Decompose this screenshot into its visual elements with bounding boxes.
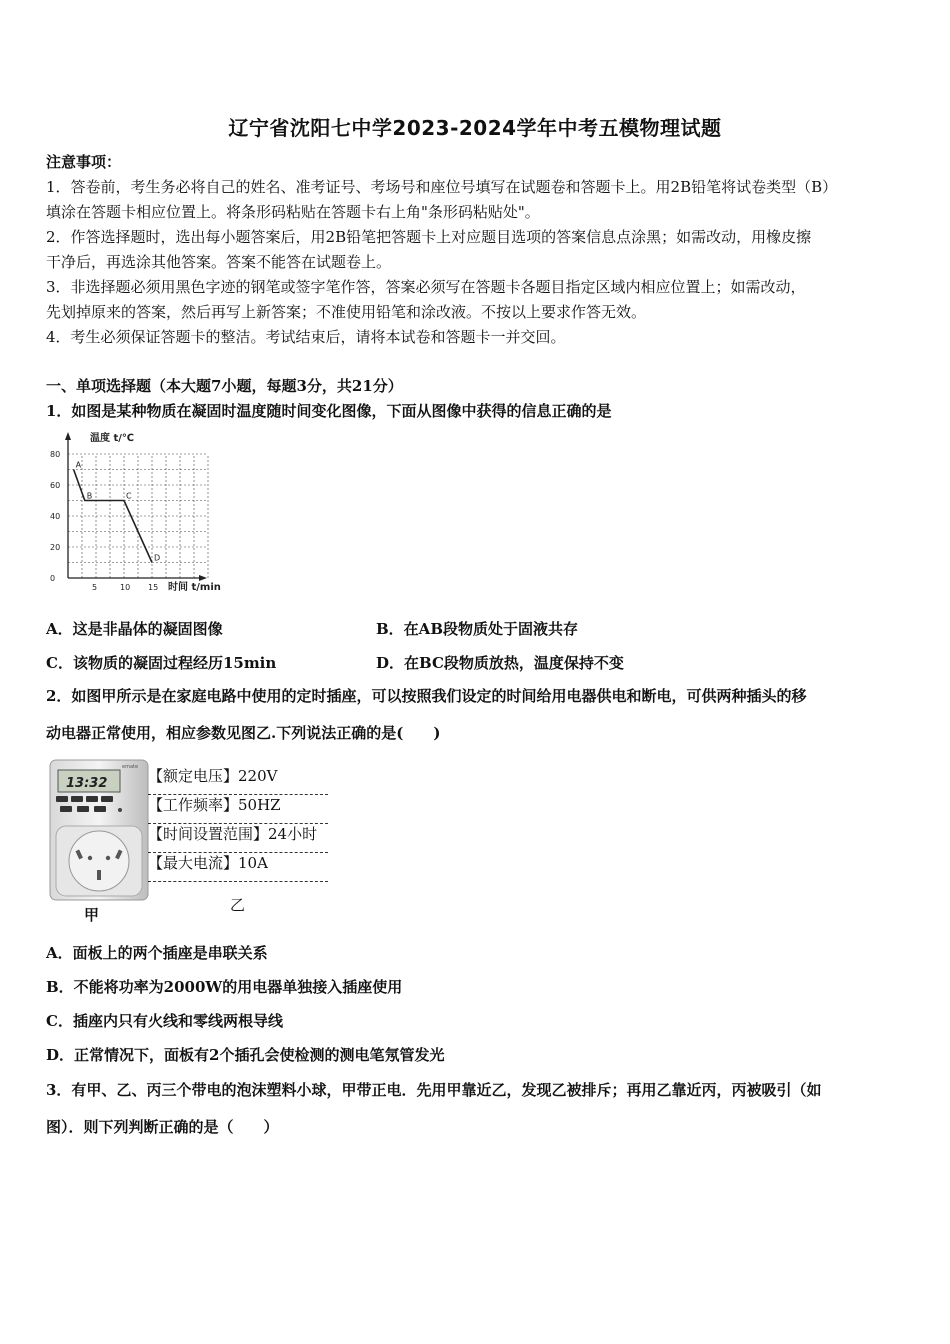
notice-line: 2．作答选择题时，选出每小题答案后，用2B铅笔把答题卡上对应题目选项的答案信息点涂黑；如需改动，用橡皮擦 [46, 228, 812, 246]
q1-option-d[interactable]: D．在BC段物质放热，温度保持不变 [376, 654, 624, 672]
timer-button [71, 796, 83, 802]
timer-button [94, 806, 106, 812]
y-tick-label: 20 [50, 543, 61, 552]
notice-line: 4．考生必须保证答题卡的整洁。考试结束后，请将本试卷和答题卡一并交回。 [46, 328, 566, 346]
outlet-hole [88, 856, 92, 860]
x-axis-arrow [199, 575, 207, 581]
indicator-led [118, 808, 122, 812]
notice-heading: 注意事项： [46, 153, 122, 171]
figure-label-yi: 乙 [230, 896, 246, 914]
q2-option-d[interactable]: D．正常情况下，面板有2个插孔会使检测的测电笔氖管发光 [46, 1046, 445, 1064]
q1-stem: 1．如图是某种物质在凝固时温度随时间变化图像，下面从图像中获得的信息正确的是 [46, 402, 612, 420]
q1-option-a[interactable]: A．这是非晶体的凝固图像 [46, 620, 223, 638]
notice-line: 干净后，再选涂其他答案。答案不能答在试题卷上。 [46, 253, 392, 271]
y-axis-arrow [65, 432, 71, 440]
param-row: 【额定电压】220V [148, 766, 328, 795]
q3-stem: 3．有甲、乙、丙三个带电的泡沫塑料小球，甲带正电．先用甲靠近乙，发现乙被排斥；再用乙靠近丙，丙被吸引（如 [46, 1081, 822, 1099]
timer-button [101, 796, 113, 802]
outlet-hole [97, 870, 101, 880]
x-tick-label: 10 [120, 583, 131, 592]
param-table [148, 766, 328, 882]
q2-option-b[interactable]: B．不能将功率为2000W的用电器单独接入插座使用 [46, 978, 403, 996]
q1-temperature-chart [38, 428, 258, 598]
notice-line: 1．答卷前，考生务必将自己的姓名、准考证号、考场号和座位号填写在试题卷和答题卡上。用2B铅笔将试卷类型（B） [46, 178, 838, 196]
timer-button [60, 806, 72, 812]
q2-stem-cont: 动电器正常使用，相应参数见图乙.下列说法正确的是( ) [46, 724, 441, 742]
section-heading: 一、单项选择题（本大题7小题，每题3分，共21分） [46, 377, 403, 395]
param-row: 【时间设置范围】24小时 [148, 824, 328, 853]
y-tick-label: 0 [50, 574, 56, 583]
point-label: C [126, 491, 132, 501]
param-row: 【最大电流】10A [148, 853, 328, 882]
brand-logo: emate [122, 764, 139, 770]
notice-line: 3．非选择题必须用黑色字迹的钢笔或签字笔作答，答案必须写在答题卡各题目指定区域内相应位置上；如需改动， [46, 278, 806, 296]
param-row: 【工作频率】50HZ [148, 795, 328, 824]
x-tick-label: 5 [92, 583, 98, 592]
notice-line: 填涂在答题卡相应位置上。将条形码粘贴在答题卡右上角"条形码粘贴处"。 [46, 203, 540, 221]
chart-grid [68, 454, 208, 578]
q3-stem-cont: 图）．则下列判断正确的是（ ） [46, 1118, 279, 1136]
q2-stem: 2．如图甲所示是在家庭电路中使用的定时插座，可以按照我们设定的时间给用电器供电和断电，可供两种插头的移 [46, 687, 807, 705]
timer-button [86, 796, 98, 802]
outlet-face [69, 831, 129, 891]
point-label: A [75, 460, 82, 470]
point-label: D [154, 553, 161, 563]
point-label: B [86, 491, 93, 501]
y-tick-label: 40 [50, 512, 61, 521]
x-axis-label: 时间 t/min [168, 582, 221, 593]
y-tick-label: 60 [50, 481, 61, 490]
y-tick-label: 80 [50, 450, 61, 459]
y-axis-label: 温度 t/℃ [90, 433, 135, 444]
q1-option-b[interactable]: B．在AB段物质处于固液共存 [376, 620, 578, 638]
page-title: 辽宁省沈阳七中学2023-2024学年中考五模物理试题 [228, 116, 722, 140]
q1-option-c[interactable]: C．该物质的凝固过程经历15min [46, 654, 277, 672]
figure-label-jia: 甲 [84, 906, 100, 924]
q2-option-c[interactable]: C．插座内只有火线和零线两根导线 [46, 1012, 283, 1030]
outlet-hole [106, 856, 110, 860]
timer-button [56, 796, 68, 802]
lcd-time: 13:32 [66, 776, 108, 791]
notice-line: 先划掉原来的答案，然后再写上新答案；不准使用铅笔和涂改液。不按以上要求作答无效。 [46, 303, 647, 321]
q2-option-a[interactable]: A．面板上的两个插座是串联关系 [46, 944, 268, 962]
timer-button [77, 806, 89, 812]
timer-socket-illustration [44, 758, 154, 923]
x-tick-label: 15 [148, 583, 159, 592]
